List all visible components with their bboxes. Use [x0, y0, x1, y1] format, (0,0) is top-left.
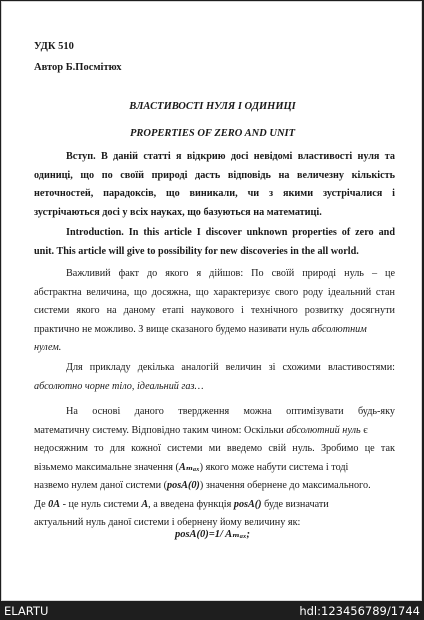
body-line	[34, 496, 395, 515]
pos-a-zero-symbol: posA(0)	[167, 480, 200, 491]
body-line	[34, 321, 395, 340]
italic-term: нулем.	[34, 342, 62, 353]
body-line: Для прикладу декілька аналогій величин зі схожими властивостями:	[66, 362, 395, 373]
body-paragraph-2	[34, 359, 395, 396]
body-text: назвемо нулем даної системи (	[34, 480, 167, 491]
system-a-symbol: A	[141, 498, 149, 510]
body-text: візьмемо максимальне значення (	[34, 461, 179, 473]
body-line: системи якого на даному етапі наукового і технічного розвитку досягнути	[34, 305, 395, 316]
author-line: Автор Б.Посмітюх	[34, 62, 122, 73]
udk-code: УДК 510	[34, 41, 74, 52]
body-text: практично не можливо. З вище сказаного будемо називати нуль	[34, 323, 312, 335]
body-line	[34, 422, 395, 441]
body-text: буде визначати	[261, 498, 329, 510]
footer-handle: hdl:123456789/1744	[299, 604, 420, 618]
body-text: ) якого може набути система і тоді	[199, 461, 349, 473]
body-line	[34, 459, 395, 478]
body-line	[34, 477, 395, 496]
zero-a-symbol: 0A	[48, 498, 61, 510]
body-text: - це нуль системи	[60, 498, 142, 510]
body-text: , а введена функція	[148, 498, 234, 510]
body-line: актуальний нуль даної системи і обернену йому величину як:	[34, 517, 301, 528]
abstract-en-line: unit. This article will give to possibility for new discoveries in the all world.	[34, 245, 359, 257]
document-page	[1, 1, 422, 601]
body-line: абстрактна величина, що досяжна, що характеризує свого роду ідеальний стан	[34, 286, 395, 298]
footer-repository-name: ELARTU	[4, 604, 49, 618]
italic-term: абсолютний нуль	[286, 424, 361, 436]
formula: posA(0)=1/ Aₘₐₓ;	[174, 529, 251, 540]
body-line: Важливий факт до якого я дійшов: По своїй природі нуль – це	[66, 268, 395, 279]
abstract-ua-line: неточностей, парадоксів, що виникали, чи з якими зустрічалися і	[34, 188, 395, 199]
abstract-en-line: Introduction. In this article I discover unknown properties of zero and	[66, 227, 395, 238]
abstract-english	[34, 224, 395, 261]
body-line-italic: абсолютно чорне тіло, ідеальний газ…	[34, 380, 204, 392]
abstract-ua-line: зустрічаються досі у всіх науках, що базуються на математиці.	[34, 206, 322, 218]
pos-a-function: posA()	[233, 498, 262, 510]
body-paragraph-3	[34, 403, 395, 533]
title-english: PROPERTIES OF ZERO AND UNIT	[129, 128, 296, 139]
abstract-ua-line: одиниці, що по своїй природі дасть відповідь на величезну кількість	[34, 169, 395, 181]
body-line: недосяжним то для кожної системи ми введемо свій нуль. Зробимо це так	[34, 443, 395, 454]
abstract-ua-line: Вступ. В даній статті я відкрию досі невідомі властивості нуля та	[66, 151, 395, 162]
body-paragraph-1	[34, 265, 395, 358]
body-text: ) значення обернене до максимального.	[199, 480, 371, 491]
body-text: математичну систему. Відповідно таким чином: Оскільки	[34, 424, 287, 436]
abstract-ukrainian	[34, 148, 395, 222]
title-ukrainian: ВЛАСТИВОСТІ НУЛЯ І ОДИНИЦІ	[129, 101, 296, 112]
body-text: є	[360, 424, 368, 436]
italic-term: абсолютним	[311, 323, 367, 335]
amax-symbol: Aₘₐₓ	[178, 461, 200, 473]
body-text: Де	[34, 498, 49, 510]
body-line: На основі даного твердження можна оптимізувати будь-яку	[66, 406, 395, 417]
